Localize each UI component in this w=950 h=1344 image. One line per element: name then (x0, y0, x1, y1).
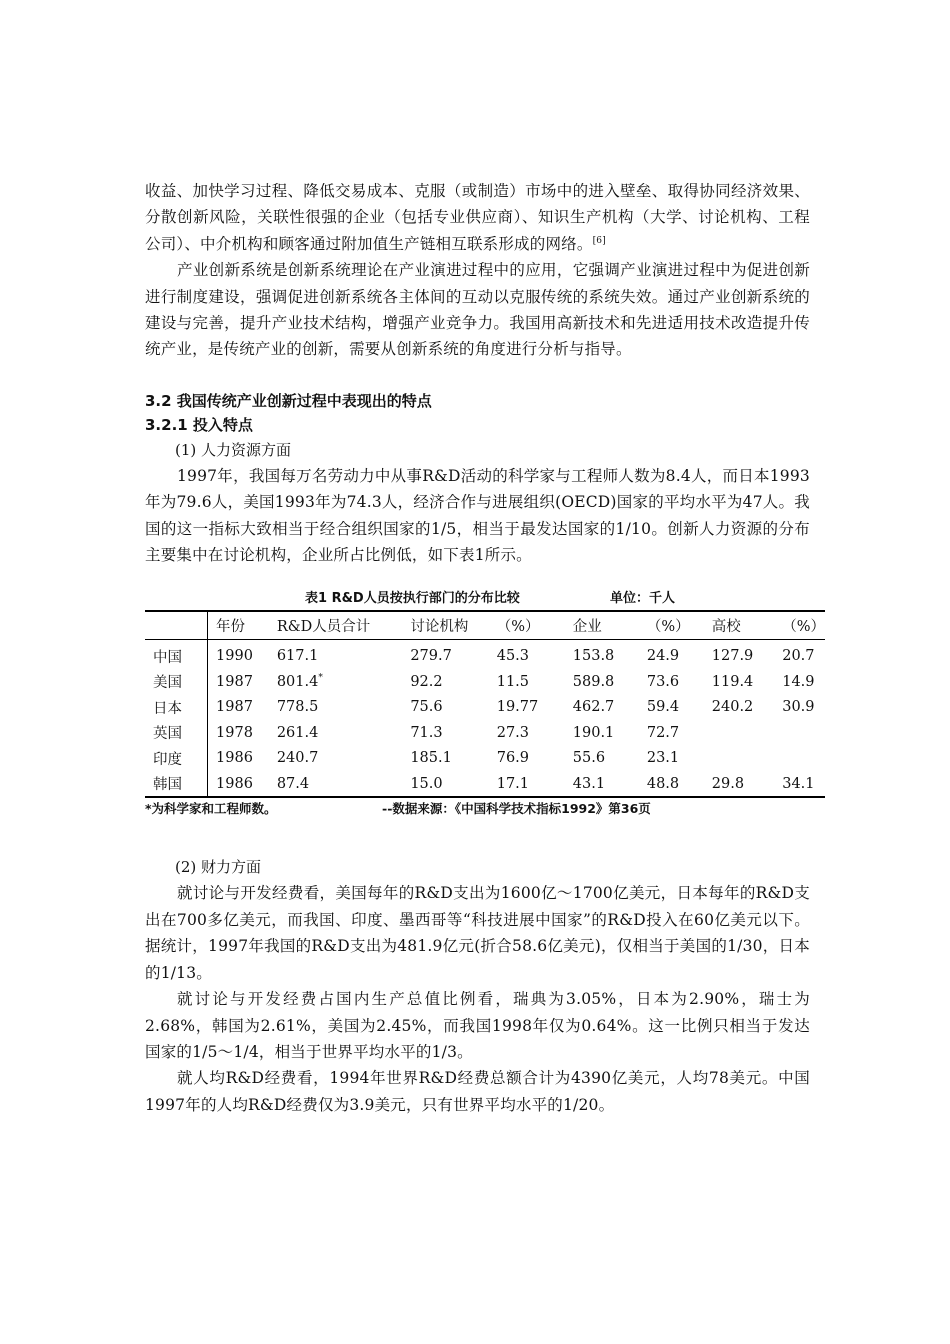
table-row (145, 669, 825, 695)
table-footnote (145, 798, 810, 820)
research-pct-cell: 76.9 (496, 750, 530, 767)
country-cell: 韩国 (145, 771, 208, 798)
research-cell: 71.3 (410, 724, 443, 741)
table-header-row (145, 611, 825, 640)
university-cell: 240.2 (711, 699, 754, 716)
data-table (145, 610, 825, 798)
table-row (145, 745, 825, 771)
table-unit: 单位：千人 (610, 591, 676, 607)
enterprise-pct-cell: 59.4 (646, 699, 680, 716)
footnote-asterisk: *为科学家和工程师数。 (145, 801, 277, 817)
header-cell: 企业 (572, 619, 602, 636)
section-heading-3-2: 3.2 我国传统产业创新过程中表现出的特点 (145, 391, 432, 410)
university-pct-cell: 30.9 (782, 699, 815, 716)
university-pct-cell: 14.9 (782, 673, 815, 690)
table-caption (145, 588, 810, 610)
header-cell: （%） (646, 619, 690, 636)
subheading-finance: (2) 财力方面 (175, 858, 262, 877)
enterprise-cell: 43.1 (572, 775, 606, 792)
country-cell: 日本 (145, 694, 208, 720)
header-cell: （%） (496, 619, 540, 636)
total-cell (269, 720, 403, 746)
research-cell: 75.6 (410, 699, 443, 716)
header-cell: R&D人员合计 (276, 619, 371, 636)
university-pct-cell (774, 745, 825, 771)
total-value: 801.4 (276, 673, 319, 690)
section-heading-3-2-1: 3.2.1 投入特点 (145, 415, 253, 434)
university-cell: 127.9 (711, 648, 754, 665)
country-cell: 印度 (145, 745, 208, 771)
university-cell (704, 720, 774, 746)
year-cell: 1987 (216, 699, 253, 716)
enterprise-pct-cell: 23.1 (646, 750, 680, 767)
citation-ref: [6] (592, 235, 606, 246)
year-cell: 1986 (216, 750, 253, 767)
research-cell: 92.2 (410, 673, 443, 690)
country-cell: 中国 (145, 640, 208, 669)
year-cell: 1990 (216, 648, 253, 665)
table-row (145, 720, 825, 746)
enterprise-cell: 55.6 (572, 750, 606, 767)
header-cell: 高校 (711, 619, 741, 636)
paragraph-industry-innovation: 产业创新系统是创新系统理论在产业演进过程中的应用，它强调产业演进过程中为促进创新进行制度建设，强调促进创新系统各主体间的互动以克服传统的系统失效。通过产业创新系统的建设与完善，提升产业技术结构，增强产业竞争力。我国用高新技术和先进适用技术改造提升传统产业，是传统产业的创新，需要从创新系统的角度进行分析与指导。 (145, 261, 810, 359)
year-cell: 1986 (216, 775, 253, 792)
total-cell (269, 771, 403, 798)
paragraph-finance-gdp-ratio: 就讨论与开发经费占国内生产总值比例看，瑞典为3.05%，日本为2.90%，瑞士为2.68%，韩国为2.61%，美国为2.45%，而我国1998年仅为0.64%。这一比例只相当于发达国家的1/5～1/4，相当于世界平均水平的1/3。 (145, 990, 810, 1061)
enterprise-pct-cell: 72.7 (646, 724, 680, 741)
research-pct-cell: 27.3 (496, 724, 530, 741)
paragraph-finance-rd-spending: 就讨论与开发经费看，美国每年的R&D支出为1600亿～1700亿美元，日本每年的R&D支出在700多亿美元，而我国、印度、墨西哥等“科技进展中国家”的R&D投入在60亿美元以下。据统计，1997年我国的R&D支出为481.9亿元(折合58.6亿美元)，仅相当于美国的1/30，日本的1/13。 (145, 884, 810, 982)
university-pct-cell: 34.1 (782, 775, 815, 792)
enterprise-pct-cell: 73.6 (646, 673, 680, 690)
research-pct-cell: 17.1 (496, 775, 530, 792)
table-title: 表1 R&D人员按执行部门的分布比较 (305, 591, 520, 607)
total-cell (269, 669, 403, 695)
total-value: 261.4 (276, 724, 319, 741)
footnote-source: --数据来源：《中国科学技术指标1992》第36页 (382, 801, 651, 817)
total-cell (269, 640, 403, 669)
enterprise-cell: 589.8 (572, 673, 615, 690)
university-pct-cell (774, 720, 825, 746)
enterprise-pct-cell: 24.9 (646, 648, 680, 665)
enterprise-cell: 190.1 (572, 724, 615, 741)
table-row (145, 771, 825, 798)
research-pct-cell: 19.77 (496, 699, 539, 716)
paragraph-finance-per-capita: 就人均R&D经费看，1994年世界R&D经费总额合计为4390亿美元，人均78美元。中国1997年的人均R&D经费仅为3.9美元，只有世界平均水平的1/20。 (145, 1069, 810, 1114)
research-cell: 15.0 (410, 775, 443, 792)
total-cell (269, 745, 403, 771)
university-cell: 119.4 (711, 673, 754, 690)
total-mark: * (318, 672, 323, 683)
header-cell: 讨论机构 (410, 619, 469, 636)
year-cell: 1978 (216, 724, 253, 741)
paragraph-network-text: 收益、加快学习过程、降低交易成本、克服（或制造）市场中的进入壁垒、取得协同经济效果、分散创新风险，关联性很强的企业（包括专业供应商）、知识生产机构（大学、讨论机构、工程公司）、中介机构和顾客通过附加值生产链相互联系形成的网络。 (145, 182, 810, 253)
research-pct-cell: 11.5 (496, 673, 530, 690)
header-cell (145, 611, 208, 640)
country-cell: 美国 (145, 669, 208, 695)
table-row (145, 640, 825, 669)
total-value: 778.5 (276, 699, 319, 716)
total-value: 617.1 (276, 648, 319, 665)
university-cell: 29.8 (711, 775, 745, 792)
research-cell: 185.1 (410, 750, 452, 767)
document-page (145, 178, 825, 1118)
research-cell: 279.7 (410, 648, 452, 665)
subheading-human-resources: (1) 人力资源方面 (175, 440, 292, 459)
enterprise-pct-cell: 48.8 (646, 775, 680, 792)
university-pct-cell: 20.7 (782, 648, 815, 665)
paragraph-human-resources: 1997年，我国每万名劳动力中从事R&D活动的科学家与工程师人数为8.4人，而日本1993年为79.6人，美国1993年为74.3人，经济合作与进展组织(OECD)国家的平均水平为47人。我国的这一指标大致相当于经合组织国家的1/5，相当于最发达国家的1/10。创新人力资源的分布主要集中在讨论机构，企业所占比例低，如下表1所示。 (145, 466, 810, 565)
header-cell: 年份 (216, 619, 246, 636)
paragraph-network (145, 178, 810, 257)
university-cell (704, 745, 774, 771)
year-cell: 1987 (216, 673, 253, 690)
enterprise-cell: 462.7 (572, 699, 615, 716)
total-value: 87.4 (276, 775, 310, 792)
total-value: 240.7 (276, 750, 319, 767)
enterprise-cell: 153.8 (572, 648, 615, 665)
country-cell: 英国 (145, 720, 208, 746)
total-cell (269, 694, 403, 720)
header-cell: （%） (782, 619, 825, 636)
table-row (145, 694, 825, 720)
research-pct-cell: 45.3 (496, 648, 530, 665)
table-rd-personnel (145, 588, 825, 820)
